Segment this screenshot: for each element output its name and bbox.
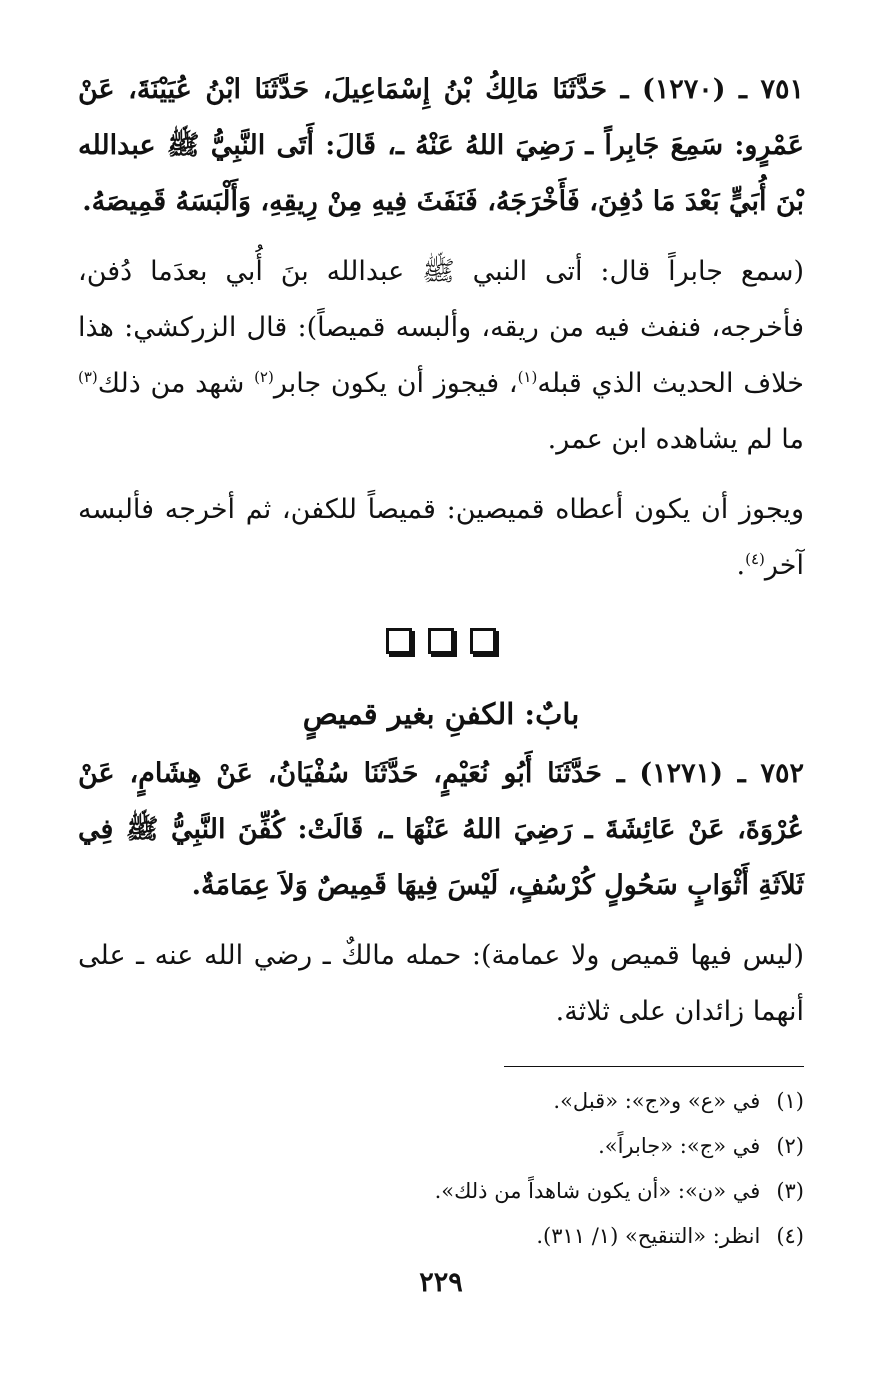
footnote-item	[78, 1214, 804, 1259]
commentary-text: شهد من ذلك	[97, 368, 255, 399]
separator-square-icon	[428, 628, 454, 654]
footnote-ref-3: (٣)	[78, 368, 98, 386]
footnotes-list	[78, 1079, 804, 1259]
hadith-752: ٧٥٢ ـ (١٢٧١) ـ حَدَّثَنَا أَبُو نُعَيْمٍ، حَدَّثَنَا سُفْيَانُ، عَنْ هِشَامٍ، عَنْ عُرْوَةَ، عَنْ عَائِشَةَ ـ رَضِيَ اللهُ عَنْهَا ـ، قَالَتْ: كُفِّنَ النَّبِيُّ ﷺ فِي ثَلاَثَةِ أَثْوَابٍ سَحُولٍ كُرْسُفٍ، لَيْسَ فِيهَا قَمِيصٌ وَلاَ عِمَامَةٌ.	[78, 758, 804, 901]
footnote-number: (١)	[776, 1089, 804, 1113]
commentary-text: ما لم يشاهده ابن عمر.	[547, 424, 804, 455]
footnote-item	[78, 1079, 804, 1124]
footnote-text: انظر: «التنقيح» (١/ ٣١١).	[536, 1224, 761, 1248]
commentary-text: ، فيجوز أن يكون جابر	[273, 368, 518, 399]
footnote-ref-4: (٤)	[745, 550, 765, 568]
footnote-item	[78, 1124, 804, 1169]
commentary-text: (سمع جابراً قال: أتى النبي ﷺ عبدالله بنَ أُبي بعدَما دُفن، فأخرجه، فنفث فيه من ريقه، وألبسه قميصاً): قال الزركشي: هذا خلاف الحديث الذي قبله	[78, 256, 804, 399]
book-page	[78, 62, 804, 1298]
footnote-item	[78, 1169, 804, 1214]
footnote-divider	[504, 1066, 804, 1067]
page-number: ٢٢٩	[419, 1267, 463, 1298]
chapter-title: بابٌ: الكفنِ بغير قميصٍ	[302, 697, 580, 731]
footnote-number: (٤)	[776, 1224, 804, 1248]
commentary-text: .	[736, 550, 746, 581]
commentary-752: (ليس فيها قميص ولا عمامة): حمله مالكٌ ـ رضي الله عنه ـ على أنهما زائدان على ثلاثة.	[78, 940, 804, 1027]
commentary-751-b	[78, 482, 804, 594]
commentary-751-a	[78, 244, 804, 468]
footnote-ref-1: (١)	[517, 368, 538, 386]
separator-square-icon	[386, 628, 412, 654]
footnote-text: في «ع» و«ج»: «قبل».	[553, 1089, 761, 1113]
footnote-number: (٢)	[776, 1134, 804, 1158]
commentary-text: ويجوز أن يكون أعطاه قميصين: قميصاً للكفن، ثم أخرجه فألبسه آخر	[78, 494, 804, 581]
separator-square-icon	[470, 628, 496, 654]
footnote-text: في «ن»: «أن يكون شاهداً من ذلك».	[434, 1179, 761, 1203]
footnote-number: (٣)	[776, 1179, 804, 1203]
section-separator	[78, 628, 804, 654]
hadith-751: ٧٥١ ـ (١٢٧٠) ـ حَدَّثَنَا مَالِكُ بْنُ إِسْمَاعِيلَ، حَدَّثَنَا ابْنُ عُيَيْنَةَ، عَنْ عَمْرٍو: سَمِعَ جَابِراً ـ رَضِيَ اللهُ عَنْهُ ـ، قَالَ: أَتَى النَّبِيُّ ﷺ عبدالله بْنَ أُبَيٍّ بَعْدَ مَا دُفِنَ، فَأَخْرَجَهُ، فَنَفَثَ فِيهِ مِنْ رِيقِهِ، وَأَلْبَسَهُ قَمِيصَهُ.	[78, 74, 804, 217]
footnote-ref-2: (٢)	[254, 368, 274, 386]
footnote-text: في «ج»: «جابراً».	[598, 1134, 761, 1158]
